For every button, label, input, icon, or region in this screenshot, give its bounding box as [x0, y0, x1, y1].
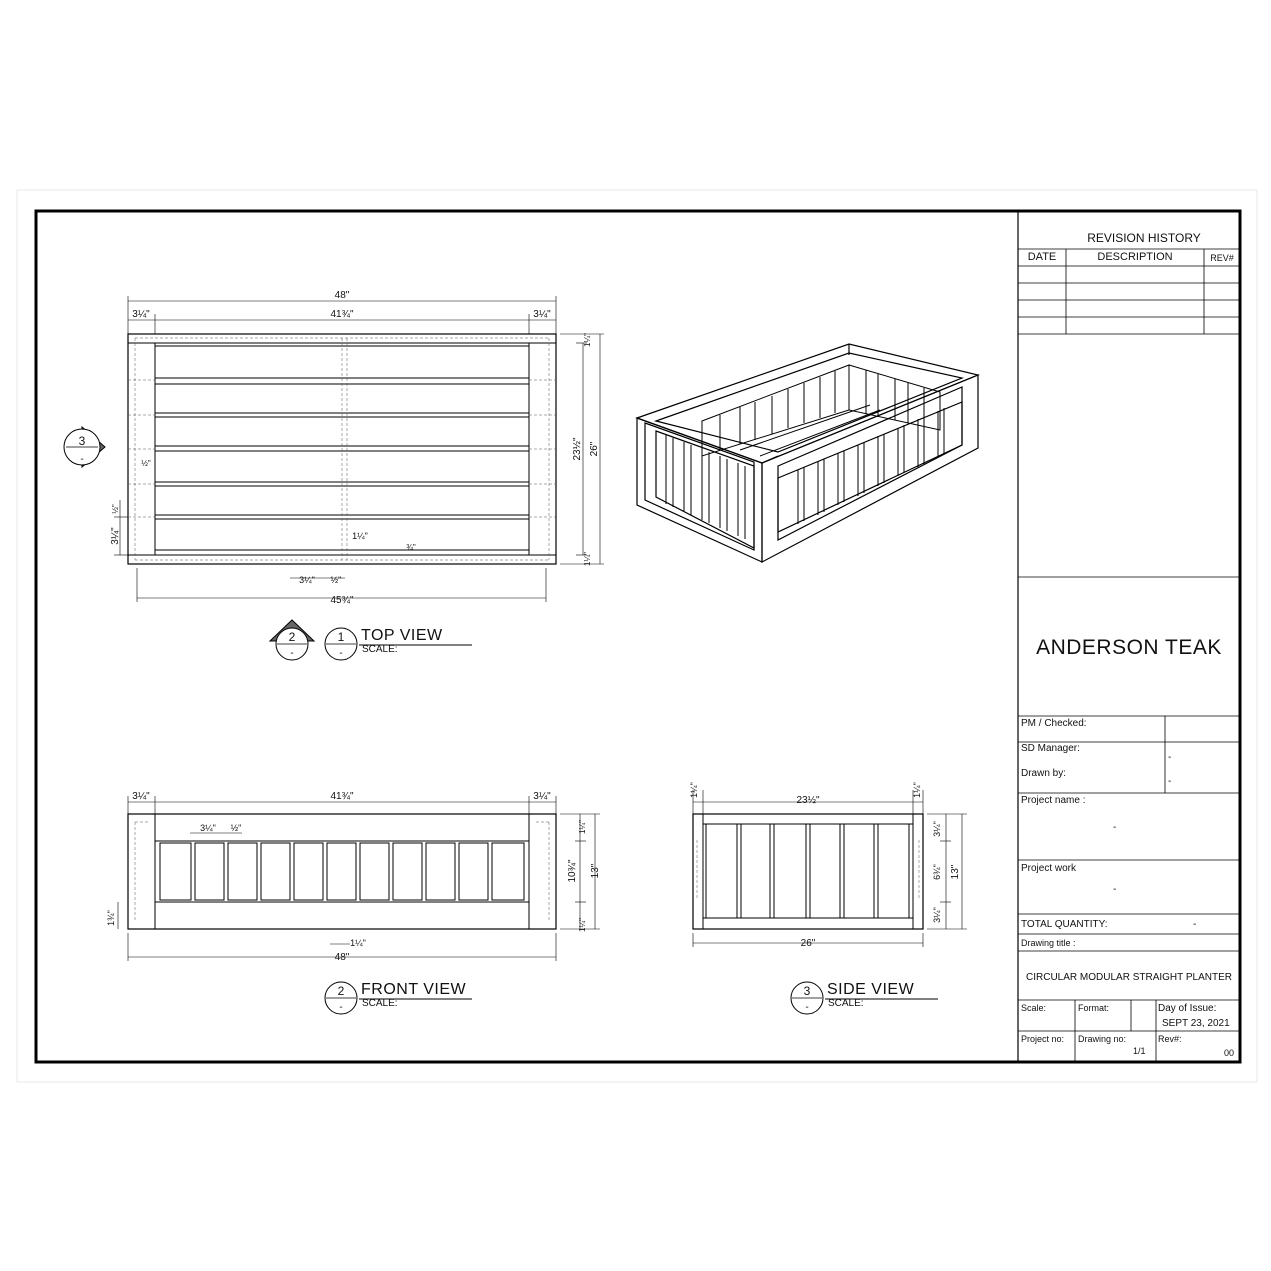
- dim-side-overall-width: 26": [800, 938, 816, 949]
- dim-top-left-post: 3¼": [110, 527, 121, 545]
- side-view-title: SIDE VIEW: [827, 981, 915, 998]
- top-view-drawing: [114, 296, 604, 602]
- dim-front-overall-width: 48": [334, 952, 350, 963]
- dim-side-bottom-rail: 3¼": [932, 907, 942, 923]
- top-section-marker-number: 2: [288, 630, 296, 644]
- pm-checked-label: PM / Checked:: [1021, 718, 1087, 729]
- day-of-issue-label: Day of Issue:: [1158, 1003, 1217, 1014]
- drawn-by-label: Drawn by:: [1021, 768, 1067, 779]
- dim-top-slat-gap: ½": [141, 459, 151, 468]
- side-view-sub: -: [805, 1002, 809, 1013]
- total-quantity-label: TOTAL QUANTITY:: [1021, 919, 1108, 930]
- dim-front-corner-left: 3¼": [132, 791, 150, 802]
- dim-top-left-gap: ½": [111, 504, 120, 514]
- top-side-marker-sub: -: [80, 454, 84, 465]
- front-view-sub: -: [339, 1002, 343, 1013]
- dim-side-left-post: 1¼": [689, 782, 699, 798]
- sd-manager-value: -: [1168, 752, 1172, 763]
- drawn-by-value: -: [1168, 776, 1172, 787]
- revision-history-title: REVISION HISTORY: [1087, 231, 1201, 245]
- revision-col-date: DATE: [1027, 251, 1057, 263]
- revision-col-rev: REV#: [1210, 253, 1234, 263]
- dim-top-bottom-gap: ½": [330, 575, 342, 585]
- dim-side-panel-height: 6¾": [932, 864, 942, 880]
- project-work-label: Project work: [1021, 863, 1077, 874]
- front-view-scale: SCALE:: [362, 998, 398, 1009]
- project-work-value: -: [1113, 884, 1117, 895]
- top-view-scale: SCALE:: [362, 644, 398, 655]
- dim-front-slat: 3¼": [200, 823, 216, 833]
- drawing-title-label: Drawing title :: [1021, 938, 1076, 948]
- dim-top-bottom-span: 45¾": [330, 595, 354, 606]
- dim-side-overall-height: 13": [950, 864, 961, 880]
- dim-top-center-post: 1¼": [352, 531, 368, 541]
- front-view-title: FRONT VIEW: [361, 981, 467, 998]
- front-view-drawing: [118, 796, 600, 961]
- dim-side-top-rail: 3¼": [932, 821, 942, 837]
- dim-top-corner-left: 3¼": [132, 309, 150, 320]
- dim-front-top-rail: 1¼": [578, 820, 587, 834]
- drawing-no-label: Drawing no:: [1078, 1034, 1127, 1044]
- dim-top-corner-right: 3¼": [533, 309, 551, 320]
- project-no-label: Project no:: [1021, 1034, 1065, 1044]
- dim-front-foot: 1¾": [106, 910, 116, 926]
- dim-front-panel-height: 10¾": [567, 859, 578, 883]
- project-name-value: -: [1113, 822, 1117, 833]
- drawing-no-value: 1/1: [1133, 1046, 1146, 1056]
- dim-top-small: ¾": [406, 543, 416, 552]
- rev-value: 00: [1224, 1048, 1235, 1058]
- sd-manager-label: SD Manager:: [1021, 743, 1080, 754]
- total-quantity-value: -: [1193, 919, 1197, 930]
- dim-top-bottom-post: 3¼": [299, 575, 315, 585]
- scale-label: Scale:: [1021, 1003, 1047, 1013]
- front-view-number: 2: [337, 984, 345, 998]
- top-section-marker-sub: -: [290, 648, 294, 659]
- format-label: Format:: [1078, 1003, 1110, 1013]
- dim-top-inner-span: 41¾": [330, 309, 354, 320]
- dim-front-bottom-rail: 1¼": [578, 918, 587, 932]
- drawing-title-value: CIRCULAR MODULAR STRAIGHT PLANTER: [1026, 972, 1232, 983]
- company-name: ANDERSON TEAK: [1036, 636, 1222, 659]
- dim-top-overall-depth: 26": [589, 441, 600, 457]
- isometric-view-drawing: [637, 344, 978, 562]
- side-view-scale: SCALE:: [828, 998, 864, 1009]
- dim-side-right-post: 1¼": [912, 782, 922, 798]
- side-view-number: 3: [803, 984, 811, 998]
- dim-top-overall-width: 48": [334, 290, 350, 301]
- top-view-title: TOP VIEW: [361, 627, 443, 644]
- dim-front-center: 1¼": [350, 938, 366, 948]
- project-name-label: Project name :: [1021, 795, 1086, 806]
- top-view-sub: -: [339, 648, 343, 659]
- dim-front-gap: ½": [230, 823, 242, 833]
- top-side-marker-number: 3: [78, 434, 86, 448]
- dim-front-corner-right: 3¼": [533, 791, 551, 802]
- top-view-number: 1: [337, 630, 345, 644]
- revision-col-description: DESCRIPTION: [1097, 251, 1173, 263]
- side-view-drawing: [693, 790, 967, 947]
- dim-side-inner-span: 23½": [796, 795, 820, 806]
- dim-top-inner-depth: 23½": [572, 437, 583, 461]
- dim-front-inner-span: 41¾": [330, 791, 354, 802]
- day-of-issue-value: SEPT 23, 2021: [1162, 1018, 1230, 1029]
- dim-front-overall-height: 13": [590, 863, 601, 879]
- rev-label: Rev#:: [1158, 1034, 1182, 1044]
- dim-top-rail-bottom: 1¼": [583, 552, 592, 566]
- dim-top-rail-top: 1¼": [583, 333, 592, 347]
